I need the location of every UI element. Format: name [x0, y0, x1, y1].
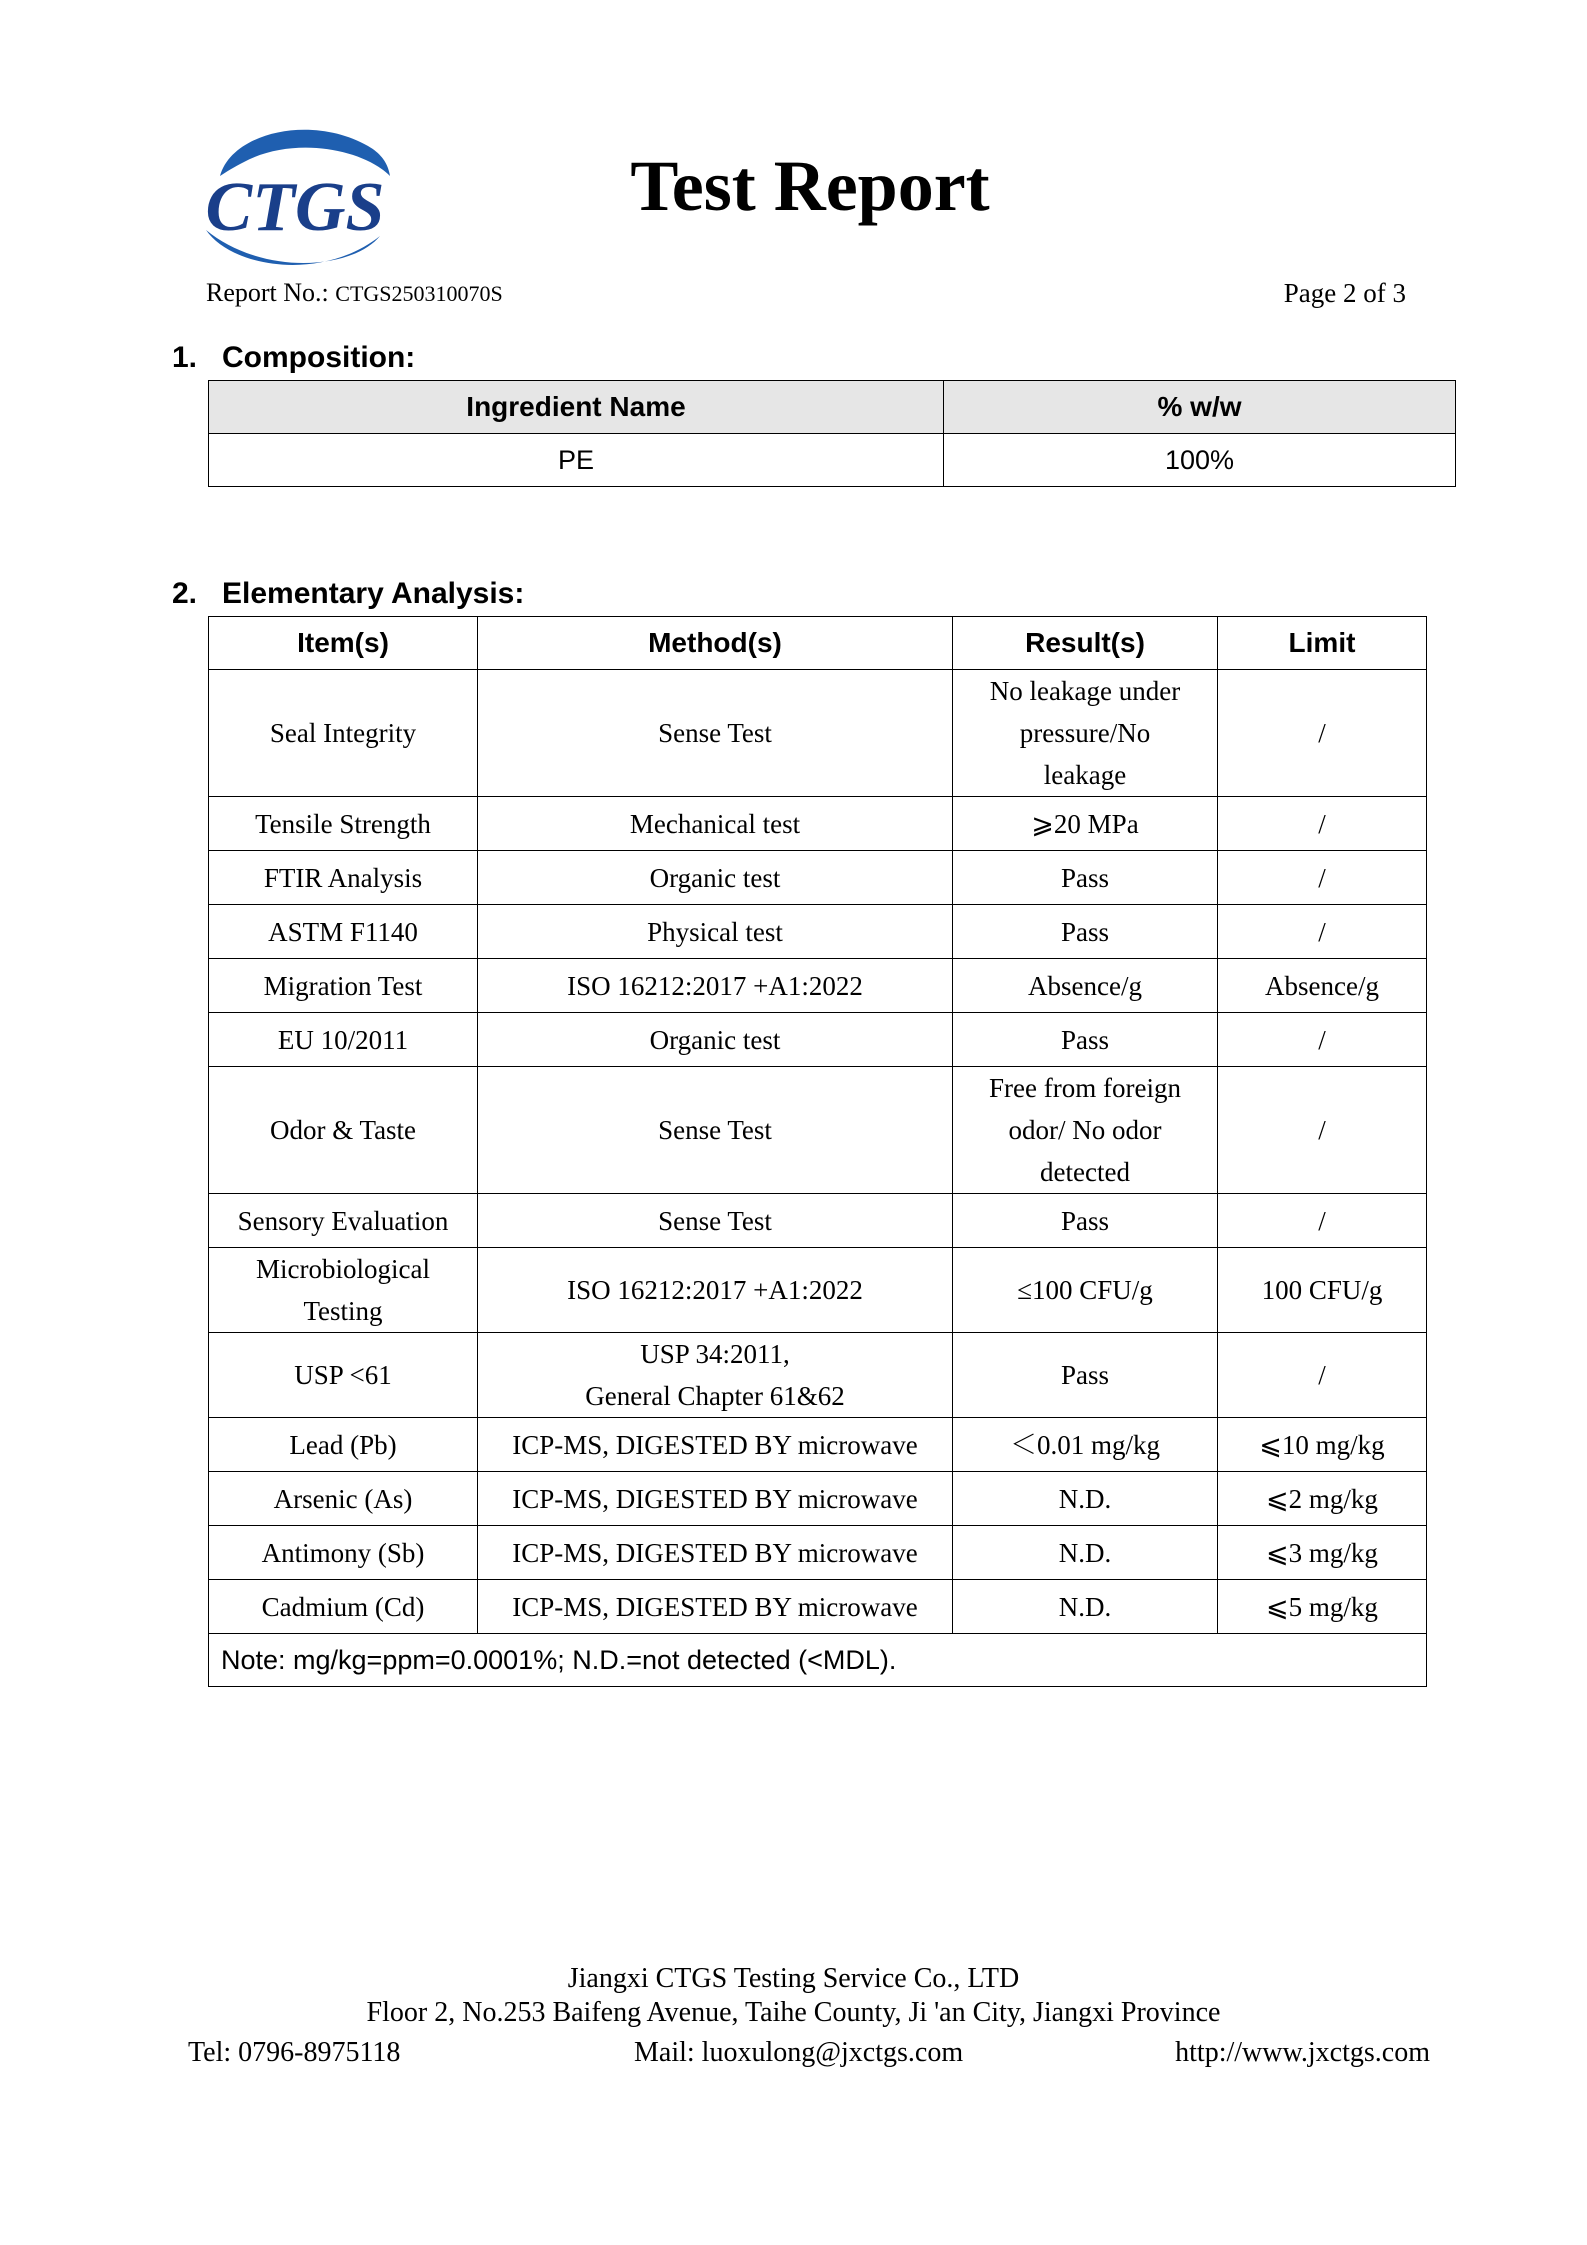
report-number-label: Report No.: — [206, 278, 329, 307]
method-cell: ICP-MS, DIGESTED BY microwave — [478, 1418, 953, 1472]
limit-cell: / — [1218, 1013, 1427, 1067]
limit-cell: ⩽5 mg/kg — [1218, 1580, 1427, 1634]
footer-email: Mail: luoxulong@jxctgs.com — [634, 2037, 964, 2068]
item-cell: Migration Test — [209, 959, 478, 1013]
note-row — [209, 1634, 1427, 1687]
logo-text: CTGS — [205, 169, 385, 246]
table-row — [209, 905, 1427, 959]
section-title: Composition: — [222, 341, 416, 374]
table-row — [209, 851, 1427, 905]
table-row — [209, 797, 1427, 851]
method-cell: Sense Test — [478, 1067, 953, 1194]
ctgs-logo — [192, 118, 398, 278]
section-number: 1. — [172, 341, 198, 374]
method-cell: Organic test — [478, 1013, 953, 1067]
method-cell: Physical test — [478, 905, 953, 959]
table-header-row — [209, 381, 1456, 434]
column-header: Method(s) — [478, 617, 953, 670]
limit-cell: / — [1218, 797, 1427, 851]
item-cell: Sensory Evaluation — [209, 1194, 478, 1248]
limit-cell: / — [1218, 1067, 1427, 1194]
column-header: % w/w — [944, 381, 1456, 434]
table-row — [209, 1067, 1427, 1194]
report-number-value: CTGS250310070S — [335, 281, 503, 306]
table-row — [209, 670, 1427, 797]
page-title: Test Report — [630, 146, 990, 226]
table-row — [209, 1580, 1427, 1634]
footer-company: Jiangxi CTGS Testing Service Co., LTD — [567, 1963, 1020, 1994]
item-cell: Tensile Strength — [209, 797, 478, 851]
footer-address: Floor 2, No.253 Baifeng Avenue, Taihe County, Ji 'an City, Jiangxi Province — [366, 1997, 1221, 2028]
method-cell: USP 34:2011, General Chapter 61&62 — [478, 1333, 953, 1418]
result-cell: Free from foreign odor/ No odor detected — [953, 1067, 1218, 1194]
item-cell: Lead (Pb) — [209, 1418, 478, 1472]
result-cell: ＜0.01 mg/kg — [953, 1418, 1218, 1472]
item-cell: Cadmium (Cd) — [209, 1580, 478, 1634]
composition-table — [208, 380, 1456, 487]
item-cell: Antimony (Sb) — [209, 1526, 478, 1580]
composition-heading — [172, 340, 415, 376]
table-row — [209, 1248, 1427, 1333]
table-row — [209, 1526, 1427, 1580]
footer-website: http://www.jxctgs.com — [1175, 2037, 1430, 2068]
result-cell: Pass — [953, 851, 1218, 905]
column-header: Limit — [1218, 617, 1427, 670]
table-cell: 100% — [944, 434, 1456, 487]
result-cell: N.D. — [953, 1472, 1218, 1526]
table-row — [209, 1333, 1427, 1418]
limit-cell: / — [1218, 1333, 1427, 1418]
method-cell: ISO 16212:2017 +A1:2022 — [478, 959, 953, 1013]
report-number — [206, 277, 503, 310]
result-cell: Pass — [953, 1013, 1218, 1067]
result-cell: Pass — [953, 1194, 1218, 1248]
item-cell: EU 10/2011 — [209, 1013, 478, 1067]
result-cell: N.D. — [953, 1526, 1218, 1580]
elementary-analysis-table — [208, 616, 1427, 1687]
method-cell: ICP-MS, DIGESTED BY microwave — [478, 1472, 953, 1526]
method-cell: Sense Test — [478, 1194, 953, 1248]
item-cell: Arsenic (As) — [209, 1472, 478, 1526]
elementary-analysis-heading — [172, 576, 524, 612]
limit-cell: ⩽10 mg/kg — [1218, 1418, 1427, 1472]
table-header-row — [209, 617, 1427, 670]
item-cell: Odor & Taste — [209, 1067, 478, 1194]
page-indicator: Page 2 of 3 — [1283, 278, 1406, 308]
item-cell: USP <61 — [209, 1333, 478, 1418]
method-cell: ICP-MS, DIGESTED BY microwave — [478, 1580, 953, 1634]
column-header: Ingredient Name — [209, 381, 944, 434]
limit-cell: / — [1218, 670, 1427, 797]
item-cell: ASTM F1140 — [209, 905, 478, 959]
table-row — [209, 1418, 1427, 1472]
result-cell: Pass — [953, 1333, 1218, 1418]
method-cell: ISO 16212:2017 +A1:2022 — [478, 1248, 953, 1333]
limit-cell: 100 CFU/g — [1218, 1248, 1427, 1333]
column-header: Result(s) — [953, 617, 1218, 670]
section-number: 2. — [172, 577, 198, 610]
table-row — [209, 1194, 1427, 1248]
result-cell: ≤100 CFU/g — [953, 1248, 1218, 1333]
method-cell: Organic test — [478, 851, 953, 905]
table-row — [209, 434, 1456, 487]
limit-cell: / — [1218, 851, 1427, 905]
table-note: Note: mg/kg=ppm=0.0001%; N.D.=not detected (<MDL). — [209, 1634, 1427, 1687]
result-cell: ⩾20 MPa — [953, 797, 1218, 851]
table-cell: PE — [209, 434, 944, 487]
limit-cell: / — [1218, 1194, 1427, 1248]
result-cell: N.D. — [953, 1580, 1218, 1634]
table-row — [209, 1472, 1427, 1526]
limit-cell: / — [1218, 905, 1427, 959]
result-cell: Pass — [953, 905, 1218, 959]
method-cell: Sense Test — [478, 670, 953, 797]
method-cell: Mechanical test — [478, 797, 953, 851]
item-cell: Seal Integrity — [209, 670, 478, 797]
table-row — [209, 959, 1427, 1013]
limit-cell: ⩽2 mg/kg — [1218, 1472, 1427, 1526]
limit-cell: Absence/g — [1218, 959, 1427, 1013]
column-header: Item(s) — [209, 617, 478, 670]
item-cell: Microbiological Testing — [209, 1248, 478, 1333]
table-row — [209, 1013, 1427, 1067]
result-cell: No leakage under pressure/No leakage — [953, 670, 1218, 797]
footer-telephone: Tel: 0796-8975118 — [188, 2037, 401, 2068]
item-cell: FTIR Analysis — [209, 851, 478, 905]
limit-cell: ⩽3 mg/kg — [1218, 1526, 1427, 1580]
section-title: Elementary Analysis: — [222, 577, 525, 610]
method-cell: ICP-MS, DIGESTED BY microwave — [478, 1526, 953, 1580]
result-cell: Absence/g — [953, 959, 1218, 1013]
